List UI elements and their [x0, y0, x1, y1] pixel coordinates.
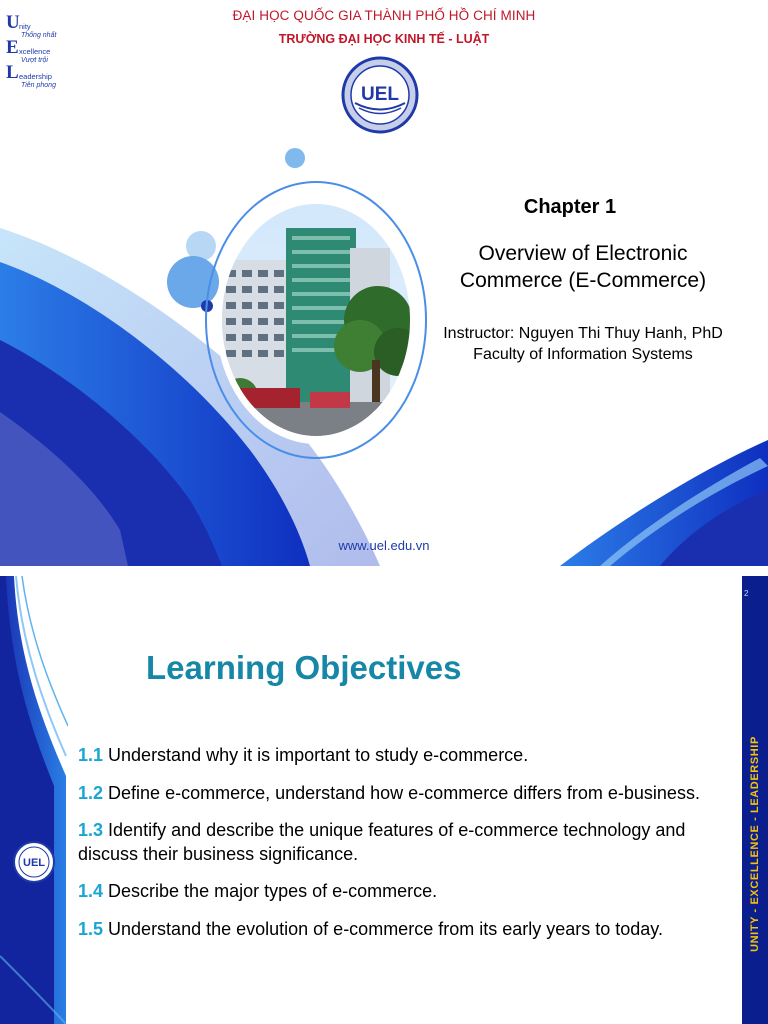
- slide-number: 2: [744, 589, 749, 598]
- uel-logo-small-text: UEL: [23, 857, 45, 869]
- objective-text: Define e-commerce, understand how e-commerce differs from e-business.: [103, 782, 700, 803]
- objectives-slide: [0, 576, 768, 1024]
- motto-word: nity: [19, 22, 31, 31]
- objective-text: Understand why it is important to study e-commerce.: [103, 745, 529, 765]
- instructor-info: [410, 323, 756, 365]
- objective-number: 1.5: [78, 918, 104, 939]
- university-name: ĐẠI HỌC QUỐC GIA THÀNH PHỐ HỒ CHÍ MINH: [232, 8, 536, 23]
- objective-number: 1.1: [78, 745, 104, 765]
- chapter-title-line-1: Overview of Electronic: [478, 242, 688, 265]
- objectives-list: [78, 744, 730, 955]
- motto-letter: L: [6, 62, 19, 83]
- website-link[interactable]: www.uel.edu.vn: [338, 538, 430, 553]
- objective-text: Understand the evolution of e-commerce from its early years to today.: [103, 918, 663, 939]
- objective-item: [78, 918, 730, 942]
- objective-item: [78, 819, 730, 866]
- objective-number: 1.3: [78, 820, 104, 840]
- motto-vietnamese: Vượt trội: [21, 57, 48, 64]
- motto-word: xcellence: [19, 47, 51, 56]
- objective-item: [78, 880, 730, 904]
- instructor-name: Instructor: Nguyen Thi Thuy Hanh, PhD: [443, 325, 723, 342]
- motto-leadership: [6, 62, 76, 91]
- objective-item: [78, 782, 730, 806]
- left-decor-band: [0, 576, 68, 1024]
- uel-motto: [6, 12, 76, 95]
- side-banner-text: UNITY - EXCELLENCE - LEADERSHIP: [749, 736, 761, 952]
- objective-number: 1.4: [78, 881, 104, 901]
- slide-title: Learning Objectives: [146, 649, 462, 686]
- motto-word: eadership: [19, 72, 52, 81]
- motto-letter: E: [6, 37, 19, 58]
- uel-logo-text: UEL: [361, 84, 399, 105]
- objective-item: [78, 744, 730, 768]
- motto-vietnamese: Tiên phong: [21, 82, 56, 89]
- motto-vietnamese: Thống nhất: [21, 32, 57, 39]
- chapter-title-line-2: Commerce (E-Commerce): [459, 269, 707, 292]
- uel-logo: [341, 56, 419, 134]
- chapter-heading: Chapter 1: [523, 196, 617, 218]
- objective-number: 1.2: [78, 782, 104, 803]
- campus-photo: [200, 170, 432, 470]
- faculty-name: Faculty of Information Systems: [473, 346, 693, 363]
- objective-text: Describe the major types of e-commerce.: [103, 881, 438, 901]
- side-banner: [742, 576, 768, 1024]
- motto-letter: U: [6, 12, 20, 33]
- school-name: TRƯỜNG ĐẠI HỌC KINH TẾ - LUẬT: [278, 32, 490, 46]
- objective-text: Identify and describe the unique features of e-commerce technology and discuss their business significance.: [78, 820, 686, 864]
- chapter-title: [418, 240, 748, 294]
- uel-logo-small: [13, 841, 55, 883]
